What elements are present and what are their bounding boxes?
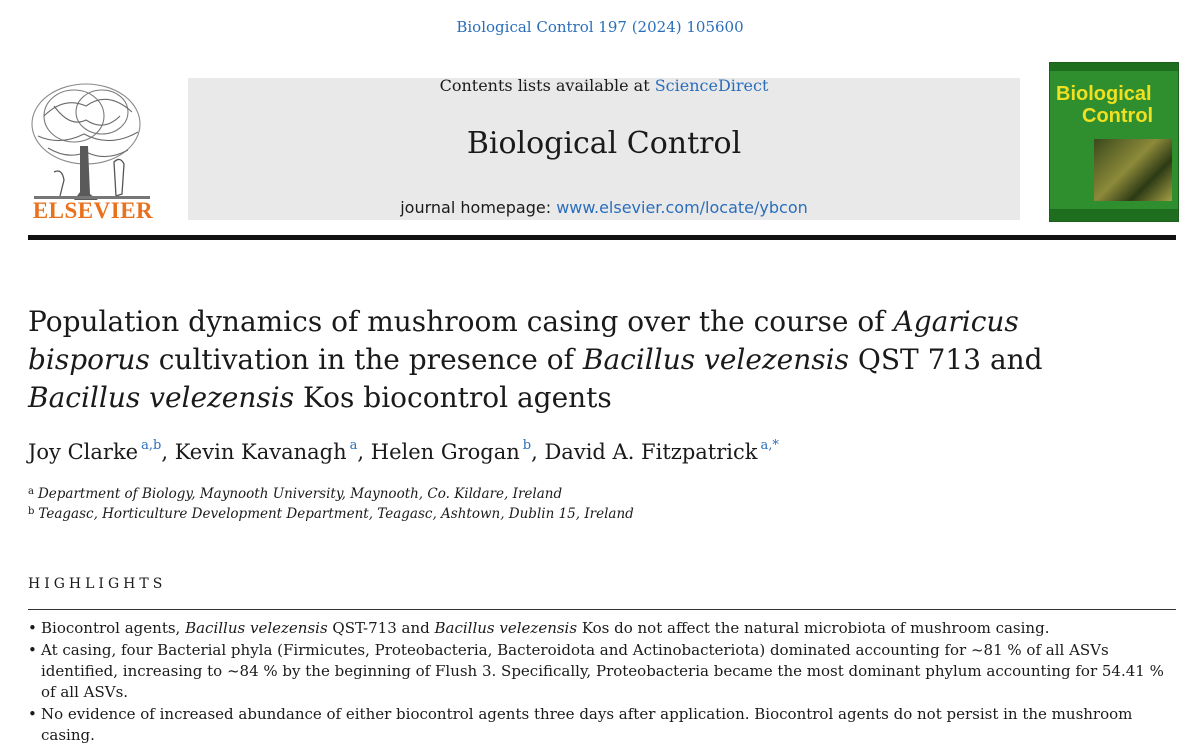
- affiliation-label: b: [28, 506, 35, 517]
- affiliation-a: [28, 486, 562, 502]
- highlights-list: [28, 618, 1178, 747]
- author-affiliation-marker[interactable]: b: [522, 438, 532, 453]
- author-name[interactable]: Kevin Kavanagh: [174, 440, 347, 464]
- highlights-divider: [28, 609, 1176, 610]
- highlight-item: [28, 618, 1178, 639]
- journal-cover-image[interactable]: [1049, 62, 1179, 222]
- article-title: [28, 303, 1068, 417]
- affiliation-b: [28, 506, 634, 522]
- affiliation-text: Department of Biology, Maynooth University, Maynooth, Co. Kildare, Ireland: [37, 486, 563, 502]
- author-name[interactable]: Helen Grogan: [370, 440, 520, 464]
- highlight-text: No evidence of increased abundance of either biocontrol agents three days after application. Biocontrol agents do not persist in the mushroom casing.: [41, 705, 1133, 744]
- highlight-text: At casing, four Bacterial phyla (Firmicutes, Proteobacteria, Bacteroidota and Actinobacteriota) dominated accounting for ~81 % of all ASVs identified, increasing to ~84 % by the beginning of Flush 3. Specifically, Proteobacteria became the most dominant phylum accounting for 54.41 % of all ASVs.: [41, 641, 1164, 701]
- title-species-bacillus: Bacillus velezensis: [582, 343, 849, 376]
- author-affiliation-marker[interactable]: a: [349, 438, 358, 453]
- title-species-bacillus: Bacillus velezensis: [28, 381, 295, 414]
- highlight-text: Biocontrol agents,: [41, 619, 186, 637]
- author-affiliation-marker[interactable]: a,b: [141, 438, 162, 453]
- journal-homepage-line: [188, 198, 1020, 217]
- cover-photo: [1094, 139, 1172, 201]
- title-text: Kos biocontrol agents: [294, 381, 612, 414]
- author-affiliation-marker[interactable]: a,*: [760, 438, 779, 453]
- affiliation-label: a: [28, 486, 34, 497]
- title-text: Population dynamics of mushroom casing over the course of: [28, 305, 894, 338]
- highlight-species: Bacillus velezensis: [434, 619, 578, 637]
- author-name[interactable]: David A. Fitzpatrick: [544, 440, 758, 464]
- author-name[interactable]: Joy Clarke: [28, 440, 139, 464]
- affiliation-text: Teagasc, Horticulture Development Department, Teagasc, Ashtown, Dublin 15, Ireland: [38, 506, 634, 522]
- highlights-heading: HIGHLIGHTS: [28, 576, 167, 592]
- title-text: QST 713 and: [848, 343, 1043, 376]
- highlight-item: [28, 704, 1178, 746]
- cover-title: [1056, 83, 1172, 127]
- elsevier-wordmark[interactable]: ELSEVIER: [32, 198, 154, 223]
- highlight-text: QST-713 and: [327, 619, 435, 637]
- highlight-species: Bacillus velezensis: [185, 619, 328, 637]
- contents-availability-line: [188, 76, 1020, 95]
- header-divider: [28, 235, 1176, 240]
- cover-title-line-2: Control: [1082, 105, 1154, 127]
- title-text: cultivation in the presence of: [149, 343, 583, 376]
- sciencedirect-link[interactable]: ScienceDirect: [654, 76, 769, 95]
- cover-top-bar: [1050, 63, 1178, 71]
- cover-bottom-bar: [1050, 209, 1178, 221]
- highlight-item: [28, 640, 1178, 703]
- journal-homepage-link[interactable]: www.elsevier.com/locate/ybcon: [556, 198, 808, 217]
- journal-title: Biological Control: [466, 126, 742, 161]
- journal-citation[interactable]: Biological Control 197 (2024) 105600: [456, 18, 744, 36]
- contents-prefix: Contents lists available at: [439, 76, 655, 95]
- cover-title-line-1: Biological: [1056, 83, 1152, 105]
- author-list: Joy Clarke $^{a,b}$, Kevin Kavanagh $^a$, Helen Grogan $^b$, David A. Fitzpatrick $^{a,*}$: [28, 438, 779, 464]
- highlight-text: Kos do not affect the natural microbiota of mushroom casing.: [577, 619, 1050, 637]
- homepage-prefix: journal homepage:: [400, 198, 557, 217]
- title-species-agaricus: Agaricus bisporus: [28, 305, 1019, 376]
